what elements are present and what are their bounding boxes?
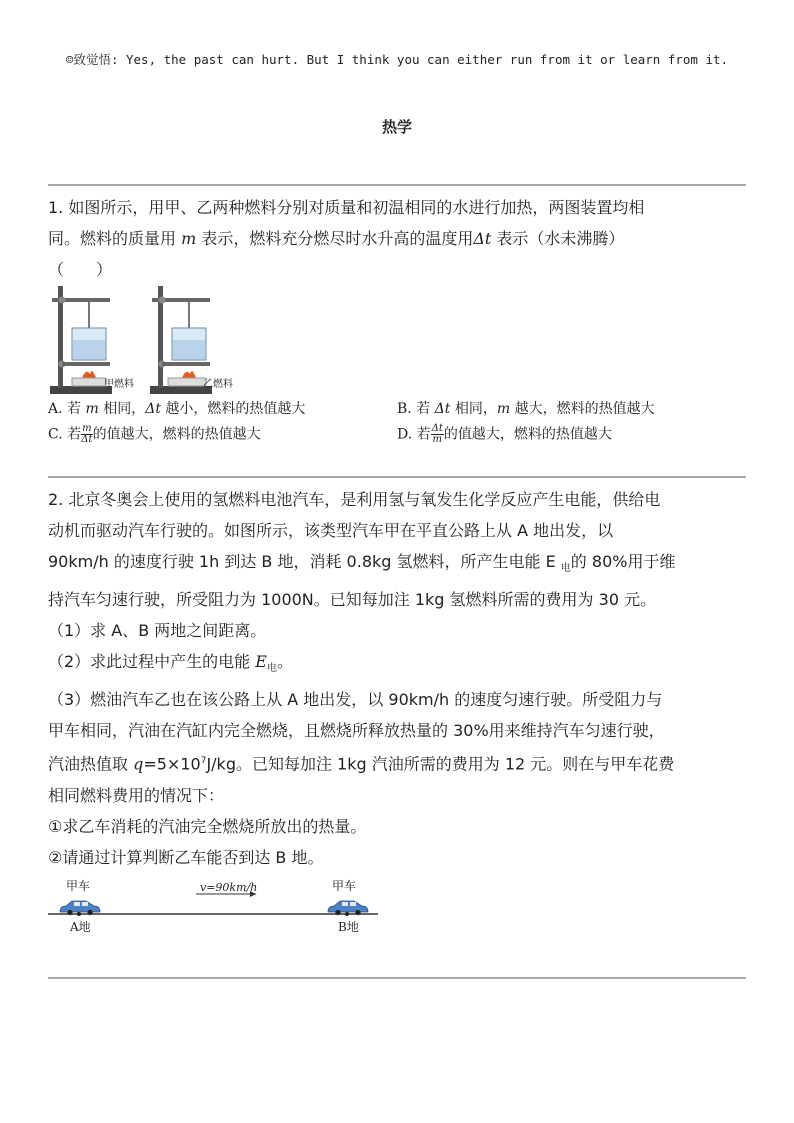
q2-part-3-line3: 汽油热值取 $q=5\times 10^7J/kg$。已知每加注 1kg 汽油所需的费用为 12 元。则在与甲车花费 xyxy=(48,754,675,774)
point-a-marker xyxy=(77,912,81,916)
point-b-label: B地 xyxy=(338,920,359,934)
speed-label: v=90km/h xyxy=(200,881,258,894)
q2-part-1: （1）求 A、B 两地之间距离。 xyxy=(48,621,267,641)
road-figure xyxy=(44,890,384,918)
label-fuel-yi: 乙燃料 xyxy=(203,379,233,390)
q1-answer-blank: （ ） xyxy=(48,260,113,279)
option-d[interactable]: D. 若 $\frac{\Delta t}{m}$ 的值越大，燃料的热值越大 xyxy=(397,423,612,445)
divider-middle xyxy=(48,476,746,478)
car-label-right: 甲车 xyxy=(332,879,357,893)
q2-sub-2: ②请通过计算判断乙车能否到达 B 地。 xyxy=(48,847,324,867)
question-2-stem xyxy=(48,484,748,873)
header-quote: ☺致觉悟: Yes, the past can hurt. But I think you can either run from it or learn from it. xyxy=(65,52,729,67)
q1-line2: 同。燃料的质量用 m 表示，燃料充分燃尽时水升高的温度用Δt 表示（水未沸腾） xyxy=(48,229,625,248)
q2-line3: 90km/h 的速度行驶 1h 到达 B 地，消耗 0.8kg 氢燃料，所产生电能 E $_电$的 80%用于维 xyxy=(48,552,676,575)
q2-part-3-line4: 相同燃料费用的情况下： xyxy=(48,785,225,805)
question-1-stem xyxy=(48,192,748,285)
var-m: m xyxy=(181,229,197,248)
car-label-left: 甲车 xyxy=(66,879,91,893)
fraction-dt-over-m: $\frac{\Delta t}{m}$ xyxy=(431,423,443,445)
q2-part-3-line2: 甲车相同，汽油在汽缸内完全燃烧，且燃烧所释放热量的 30%用来维持汽车匀速行驶， xyxy=(48,721,665,741)
var-delta-t: Δt xyxy=(473,229,492,248)
q2-line4: 持汽车匀速行驶，所受阻力为 1000N。已知每加注 1kg 氢燃料所需的费用为 30 元。 xyxy=(48,590,657,610)
option-c[interactable]: C. 若 $\frac{m}{\Delta t}$ 的值越大，燃料的热值越大 xyxy=(48,423,261,445)
q1-line1: 1. 如图所示，用甲、乙两种燃料分别对质量和初温相同的水进行加热，两图装置均相 xyxy=(48,198,645,217)
q2-line2: 动机而驱动汽车行驶的。如图所示，该类型汽车甲在平直公路上从 A 地出发，以 xyxy=(48,521,614,540)
point-a-label: A地 xyxy=(70,920,91,934)
divider-top xyxy=(48,184,746,186)
page-title: 热学 xyxy=(381,118,412,136)
fraction-m-over-dt: $\frac{m}{\Delta t}$ xyxy=(81,423,93,445)
q2-part-3-line1: （3）燃油汽车乙也在该公路上从 A 地出发，以 90km/h 的速度匀速行驶。所受阻力与 xyxy=(48,690,663,710)
option-a[interactable]: A. 若 m 相同，Δt 越小，燃料的热值越大 xyxy=(48,401,306,417)
q2-line1: 2. 北京冬奥会上使用的氢燃料电池汽车，是利用氢与氧发生化学反应产生电能，供给电 xyxy=(48,490,661,509)
point-b-marker xyxy=(345,912,349,916)
apparatus-jia xyxy=(50,286,112,394)
q2-sub-1: ①求乙车消耗的汽油完全燃烧所放出的热量。 xyxy=(48,816,367,836)
option-b[interactable]: B. 若 Δt 相同，m 越大，燃料的热值越大 xyxy=(397,401,655,417)
q2-part-2: （2）求此过程中产生的电能 $E_电$。 xyxy=(48,652,293,675)
divider-bottom xyxy=(48,977,746,979)
label-fuel-jia: 甲燃料 xyxy=(104,379,134,390)
